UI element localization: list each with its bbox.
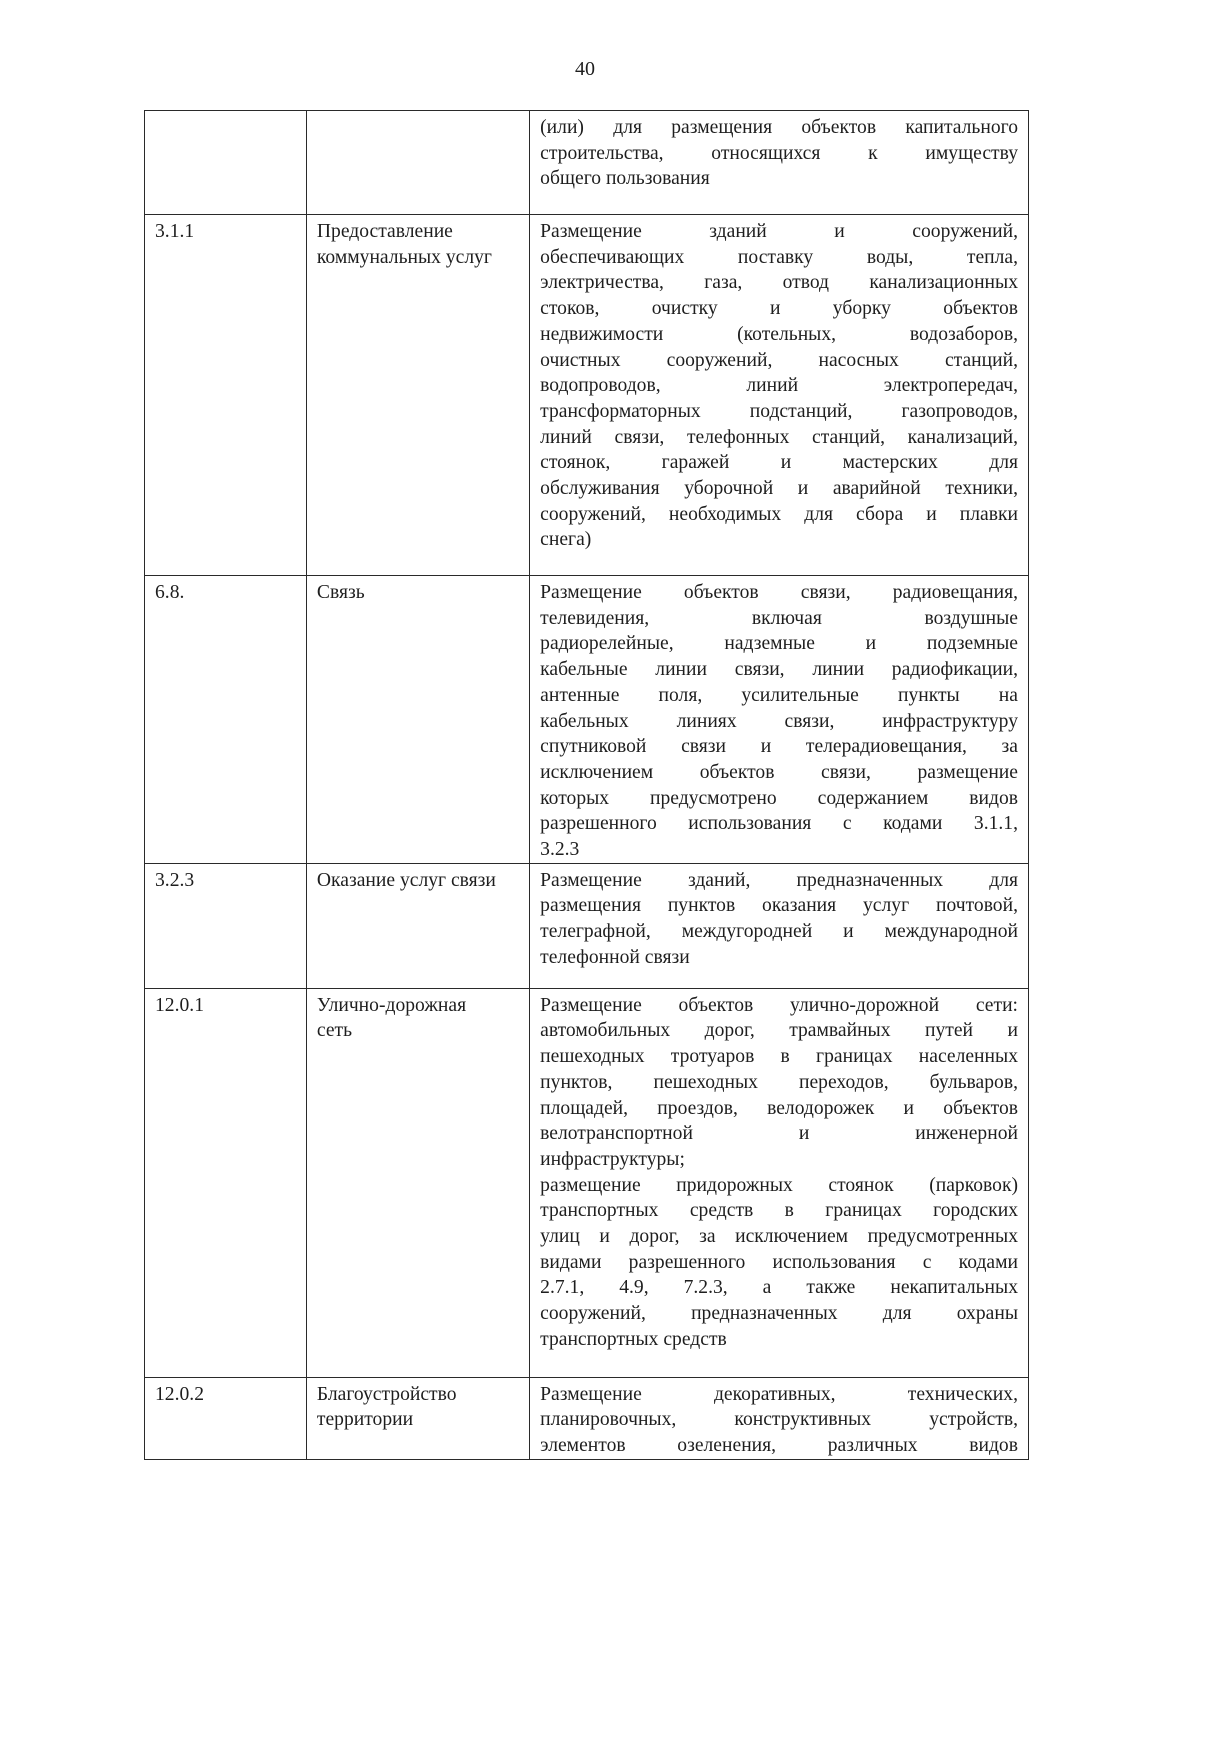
description-line: стоянок, гаражей и мастерских для [540, 452, 1018, 474]
description-line: очистных сооружений, насосных станций, [540, 349, 1018, 371]
description-line: телевидения, включая воздушные [540, 607, 1018, 629]
description-line: спутниковой связи и телерадиовещания, за [540, 736, 1018, 758]
page-number: 40 [575, 58, 595, 80]
description-cell [530, 1377, 1029, 1459]
name-line: Оказание услуг связи [316, 869, 496, 891]
description-line: антенные поля, усилительные пункты на [540, 684, 1018, 706]
description-line: сооружений, предназначенных для охраны [540, 1303, 1018, 1325]
description-line: Размещение зданий, предназначенных для [540, 869, 1018, 891]
code-cell: 12.0.2 [145, 1377, 307, 1459]
description-line: обеспечивающих поставку воды, тепла, [540, 246, 1018, 268]
description-line: видами разрешенного использования с кодами [540, 1251, 1018, 1273]
name-line: Связь [316, 582, 365, 603]
description-line: инфраструктуры; [540, 1148, 685, 1170]
description-line: Размещение объектов улично-дорожной сети: [540, 994, 1018, 1016]
description-line: линий связи, телефонных станций, канализаций, [540, 426, 1018, 448]
description-line: водопроводов, линий электропередач, [540, 375, 1018, 397]
code-cell: 6.8. [145, 576, 307, 864]
name-cell [306, 111, 529, 215]
description-line: Размещение объектов связи, радиовещания, [540, 582, 1018, 603]
name-line: сеть [316, 1020, 353, 1042]
code-cell: 3.2.3 [145, 863, 307, 988]
table-row [145, 215, 1029, 576]
code-cell: 3.1.1 [145, 215, 307, 576]
description-line: улиц и дорог, за исключением предусмотренных [540, 1226, 1018, 1248]
description-line: телеграфной, междугородней и международной [540, 921, 1018, 943]
table-row [145, 863, 1029, 988]
description-line: размещения пунктов оказания услуг почтовой, [540, 895, 1018, 917]
description-line: которых предусмотрено содержанием видов [540, 787, 1018, 809]
description-line: пешеходных тротуаров в границах населенных [540, 1046, 1018, 1068]
description-line: 2.7.1, 4.9, 7.2.3, а также некапитальных [540, 1277, 1018, 1299]
description-cell [530, 576, 1029, 864]
description-line: радиорелейные, надземные и подземные [540, 633, 1018, 655]
table-row [145, 1377, 1029, 1459]
description-line: планировочных, конструктивных устройств, [540, 1409, 1018, 1431]
description-line: строительства, относящихся к имуществу [540, 142, 1018, 164]
description-line: элементов озеленения, различных видов [540, 1435, 1018, 1457]
description-line: телефонной связи [540, 946, 690, 968]
description-line: Размещение декоративных, технических, [540, 1383, 1018, 1405]
description-cell [530, 988, 1029, 1377]
name-line: Предоставление [316, 221, 453, 242]
name-cell [306, 863, 529, 988]
table-row [145, 988, 1029, 1377]
description-line: стоков, очистку и уборку объектов [540, 298, 1018, 320]
description-line: недвижимости (котельных, водозаборов, [540, 323, 1018, 345]
description-line: разрешенного использования с кодами 3.1.1, [540, 813, 1018, 835]
name-line: Улично-дорожная [316, 994, 467, 1016]
table-row [145, 576, 1029, 864]
description-line: трансформаторных подстанций, газопроводов, [540, 400, 1018, 422]
description-line: электричества, газа, отвод канализационных [540, 272, 1018, 294]
description-line: общего пользования [540, 168, 710, 190]
name-line: территории [316, 1409, 414, 1431]
description-line: (или) для размещения объектов капитального [540, 117, 1018, 138]
description-line: 3.2.3 [540, 839, 580, 861]
description-line: площадей, проездов, велодорожек и объектов [540, 1097, 1018, 1119]
description-line: снега) [540, 529, 592, 551]
code-cell [145, 111, 307, 215]
name-line: Благоустройство [316, 1383, 457, 1405]
description-line: обслуживания уборочной и аварийной техники, [540, 478, 1018, 500]
description-line: кабельные линии связи, линии радиофикации, [540, 659, 1018, 681]
description-cell [530, 863, 1029, 988]
description-line: Размещение зданий и сооружений, [540, 221, 1018, 242]
description-line: транспортных средств в границах городских [540, 1200, 1018, 1222]
name-cell [306, 576, 529, 864]
land-use-table [144, 110, 1029, 1460]
name-cell [306, 1377, 529, 1459]
description-line: исключением объектов связи, размещение [540, 761, 1018, 783]
description-line: сооружений, необходимых для сбора и плавки [540, 503, 1018, 525]
table-row [145, 111, 1029, 215]
description-line: размещение придорожных стоянок (парковок) [540, 1174, 1018, 1196]
description-cell [530, 111, 1029, 215]
name-cell [306, 215, 529, 576]
description-line: велотранспортной и инженерной [540, 1123, 1018, 1145]
description-cell [530, 215, 1029, 576]
description-line: кабельных линиях связи, инфраструктуру [540, 710, 1018, 732]
description-line: автомобильных дорог, трамвайных путей и [540, 1020, 1018, 1042]
name-cell [306, 988, 529, 1377]
description-line: транспортных средств [540, 1328, 727, 1350]
code-cell: 12.0.1 [145, 988, 307, 1377]
description-line: пунктов, пешеходных переходов, бульваров, [540, 1071, 1018, 1093]
name-line: коммунальных услуг [316, 246, 492, 268]
